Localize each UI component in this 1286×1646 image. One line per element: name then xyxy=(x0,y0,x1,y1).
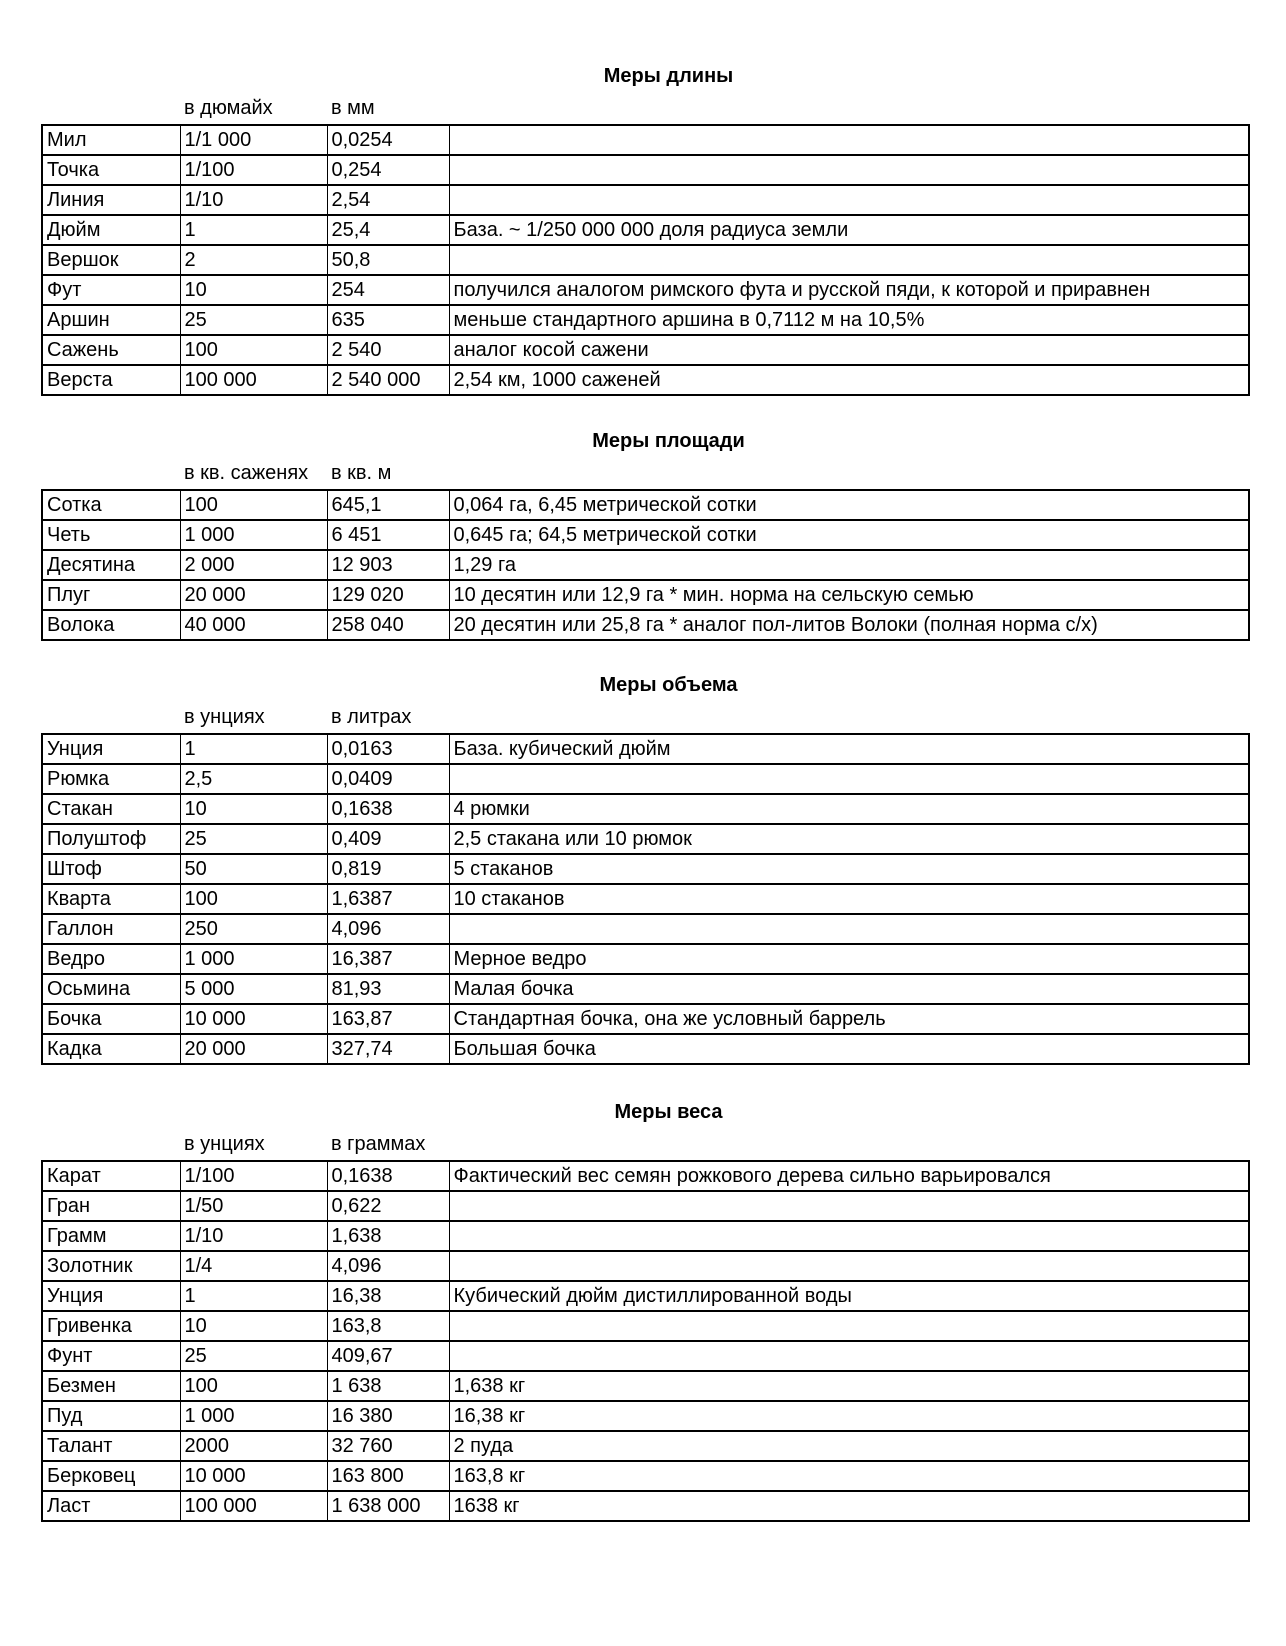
section-title: Меры веса xyxy=(614,1101,723,1123)
base-value-cell: 1/1 000 xyxy=(180,125,327,155)
metric-value-cell: 258 040 xyxy=(327,610,449,640)
note-cell: Мерное ведро xyxy=(449,944,1249,974)
metric-value-cell: 0,0254 xyxy=(327,125,449,155)
note-cell xyxy=(449,764,1249,794)
unit-header-ounces: в унциях xyxy=(184,1133,265,1155)
note-cell xyxy=(449,245,1249,275)
unit-name-cell: Рюмка xyxy=(42,764,180,794)
base-value-cell: 100 000 xyxy=(180,1491,327,1521)
base-value-cell: 1/50 xyxy=(180,1191,327,1221)
base-value-cell: 10 xyxy=(180,1311,327,1341)
base-value-cell: 2,5 xyxy=(180,764,327,794)
table-row xyxy=(42,1191,1249,1221)
table-row xyxy=(42,305,1249,335)
table-row xyxy=(42,580,1249,610)
table-row xyxy=(42,1491,1249,1521)
column-subheaders xyxy=(41,1128,1250,1160)
base-value-cell: 100 xyxy=(180,1371,327,1401)
table-row xyxy=(42,185,1249,215)
base-value-cell: 2000 xyxy=(180,1431,327,1461)
table-row xyxy=(42,914,1249,944)
unit-name-cell: Точка xyxy=(42,155,180,185)
base-value-cell: 1/10 xyxy=(180,1221,327,1251)
note-cell: получился аналогом римского фута и русской пяди, к которой и приравнен xyxy=(449,275,1249,305)
unit-name-cell: Четь xyxy=(42,520,180,550)
unit-name-cell: Пуд xyxy=(42,1401,180,1431)
unit-header-grams: в граммах xyxy=(331,1133,426,1155)
unit-header-sq-sazhen: в кв. саженях xyxy=(184,462,309,484)
unit-header-mm: в мм xyxy=(331,97,375,119)
table-row xyxy=(42,215,1249,245)
note-cell: 2 пуда xyxy=(449,1431,1249,1461)
unit-name-cell: Бочка xyxy=(42,1004,180,1034)
column-subheaders xyxy=(41,701,1250,733)
metric-value-cell: 1 638 xyxy=(327,1371,449,1401)
table-row xyxy=(42,365,1249,395)
table-row xyxy=(42,824,1249,854)
table-row xyxy=(42,884,1249,914)
table-row xyxy=(42,1341,1249,1371)
note-cell xyxy=(449,914,1249,944)
unit-name-cell: Дюйм xyxy=(42,215,180,245)
metric-value-cell: 0,622 xyxy=(327,1191,449,1221)
unit-header-ounces: в унциях xyxy=(184,706,265,728)
note-cell xyxy=(449,1341,1249,1371)
note-cell: меньше стандартного аршина в 0,7112 м на 10,5% xyxy=(449,305,1249,335)
base-value-cell: 100 xyxy=(180,884,327,914)
metric-value-cell: 4,096 xyxy=(327,914,449,944)
unit-name-cell: Аршин xyxy=(42,305,180,335)
unit-name-cell: Гран xyxy=(42,1191,180,1221)
note-cell: 0,645 га; 64,5 метрической сотки xyxy=(449,520,1249,550)
metric-value-cell: 16 380 xyxy=(327,1401,449,1431)
note-cell xyxy=(449,1251,1249,1281)
metric-value-cell: 6 451 xyxy=(327,520,449,550)
unit-name-cell: Талант xyxy=(42,1431,180,1461)
metric-value-cell: 25,4 xyxy=(327,215,449,245)
base-value-cell: 1/100 xyxy=(180,155,327,185)
unit-name-cell: Сотка xyxy=(42,490,180,520)
unit-name-cell: Ласт xyxy=(42,1491,180,1521)
length-table xyxy=(41,124,1250,396)
note-cell: 0,064 га, 6,45 метрической сотки xyxy=(449,490,1249,520)
base-value-cell: 25 xyxy=(180,1341,327,1371)
metric-value-cell: 0,0409 xyxy=(327,764,449,794)
weight-table xyxy=(41,1160,1250,1522)
note-cell: 2,54 км, 1000 саженей xyxy=(449,365,1249,395)
table-row xyxy=(42,1401,1249,1431)
metric-value-cell: 0,819 xyxy=(327,854,449,884)
metric-value-cell: 645,1 xyxy=(327,490,449,520)
table-row xyxy=(42,125,1249,155)
metric-value-cell: 163,87 xyxy=(327,1004,449,1034)
table-row xyxy=(42,854,1249,884)
unit-name-cell: Верста xyxy=(42,365,180,395)
note-cell xyxy=(449,155,1249,185)
unit-name-cell: Кварта xyxy=(42,884,180,914)
unit-name-cell: Унция xyxy=(42,734,180,764)
column-subheaders xyxy=(41,92,1250,124)
table-row xyxy=(42,734,1249,764)
metric-value-cell: 254 xyxy=(327,275,449,305)
unit-name-cell: Мил xyxy=(42,125,180,155)
table-row xyxy=(42,1311,1249,1341)
unit-name-cell: Полуштоф xyxy=(42,824,180,854)
base-value-cell: 1 000 xyxy=(180,1401,327,1431)
base-value-cell: 25 xyxy=(180,305,327,335)
metric-value-cell: 327,74 xyxy=(327,1034,449,1064)
table-row xyxy=(42,1004,1249,1034)
unit-name-cell: Десятина xyxy=(42,550,180,580)
volume-table xyxy=(41,733,1250,1065)
metric-value-cell: 16,387 xyxy=(327,944,449,974)
table-row xyxy=(42,275,1249,305)
table-row xyxy=(42,764,1249,794)
unit-name-cell: Вершок xyxy=(42,245,180,275)
table-row xyxy=(42,245,1249,275)
note-cell xyxy=(449,185,1249,215)
metric-value-cell: 0,409 xyxy=(327,824,449,854)
unit-name-cell: Гривенка xyxy=(42,1311,180,1341)
table-row xyxy=(42,1371,1249,1401)
note-cell: аналог косой сажени xyxy=(449,335,1249,365)
table-row xyxy=(42,1161,1249,1191)
unit-name-cell: Плуг xyxy=(42,580,180,610)
metric-value-cell: 0,1638 xyxy=(327,1161,449,1191)
base-value-cell: 10 000 xyxy=(180,1004,327,1034)
table-row xyxy=(42,155,1249,185)
unit-name-cell: Ведро xyxy=(42,944,180,974)
unit-name-cell: Стакан xyxy=(42,794,180,824)
base-value-cell: 1 xyxy=(180,1281,327,1311)
unit-name-cell: Грамм xyxy=(42,1221,180,1251)
unit-name-cell: Фунт xyxy=(42,1341,180,1371)
metric-value-cell: 0,0163 xyxy=(327,734,449,764)
metric-value-cell: 81,93 xyxy=(327,974,449,1004)
note-cell xyxy=(449,125,1249,155)
unit-name-cell: Линия xyxy=(42,185,180,215)
base-value-cell: 1 000 xyxy=(180,944,327,974)
note-cell: 1638 кг xyxy=(449,1491,1249,1521)
unit-name-cell: Кадка xyxy=(42,1034,180,1064)
table-row xyxy=(42,1281,1249,1311)
base-value-cell: 1 xyxy=(180,734,327,764)
unit-name-cell: Осьмина xyxy=(42,974,180,1004)
note-cell xyxy=(449,1191,1249,1221)
section-area xyxy=(41,425,1250,641)
metric-value-cell: 0,254 xyxy=(327,155,449,185)
metric-value-cell: 32 760 xyxy=(327,1431,449,1461)
unit-name-cell: Унция xyxy=(42,1281,180,1311)
base-value-cell: 50 xyxy=(180,854,327,884)
note-cell: 4 рюмки xyxy=(449,794,1249,824)
unit-name-cell: Карат xyxy=(42,1161,180,1191)
section-title: Меры площади xyxy=(592,430,745,452)
note-cell: 20 десятин или 25,8 га * аналог пол-литов Волоки (полная норма с/х) xyxy=(449,610,1249,640)
note-cell: 1,638 кг xyxy=(449,1371,1249,1401)
metric-value-cell: 635 xyxy=(327,305,449,335)
note-cell: 5 стаканов xyxy=(449,854,1249,884)
base-value-cell: 1 000 xyxy=(180,520,327,550)
metric-value-cell: 1 638 000 xyxy=(327,1491,449,1521)
metric-value-cell: 50,8 xyxy=(327,245,449,275)
table-row xyxy=(42,1221,1249,1251)
base-value-cell: 10 xyxy=(180,794,327,824)
note-cell xyxy=(449,1311,1249,1341)
note-cell xyxy=(449,1221,1249,1251)
note-cell: Стандартная бочка, она же условный баррель xyxy=(449,1004,1249,1034)
metric-value-cell: 129 020 xyxy=(327,580,449,610)
table-row xyxy=(42,610,1249,640)
note-cell: Фактический вес семян рожкового дерева сильно варьировался xyxy=(449,1161,1249,1191)
note-cell: Малая бочка xyxy=(449,974,1249,1004)
note-cell: Большая бочка xyxy=(449,1034,1249,1064)
unit-name-cell: Фут xyxy=(42,275,180,305)
base-value-cell: 25 xyxy=(180,824,327,854)
base-value-cell: 20 000 xyxy=(180,1034,327,1064)
table-row xyxy=(42,1034,1249,1064)
metric-value-cell: 2 540 xyxy=(327,335,449,365)
note-cell: 163,8 кг xyxy=(449,1461,1249,1491)
metric-value-cell: 16,38 xyxy=(327,1281,449,1311)
table-row xyxy=(42,490,1249,520)
metric-value-cell: 163 800 xyxy=(327,1461,449,1491)
note-cell: 2,5 стакана или 10 рюмок xyxy=(449,824,1249,854)
table-row xyxy=(42,1431,1249,1461)
unit-name-cell: Безмен xyxy=(42,1371,180,1401)
metric-value-cell: 4,096 xyxy=(327,1251,449,1281)
unit-name-cell: Золотник xyxy=(42,1251,180,1281)
note-cell: 10 десятин или 12,9 га * мин. норма на сельскую семью xyxy=(449,580,1249,610)
base-value-cell: 100 xyxy=(180,490,327,520)
unit-header-sq-m: в кв. м xyxy=(331,462,392,484)
note-cell: 10 стаканов xyxy=(449,884,1249,914)
table-row xyxy=(42,1461,1249,1491)
table-row xyxy=(42,794,1249,824)
note-cell: Кубический дюйм дистиллированной воды xyxy=(449,1281,1249,1311)
metric-value-cell: 2 540 000 xyxy=(327,365,449,395)
base-value-cell: 10 xyxy=(180,275,327,305)
note-cell: 1,29 га xyxy=(449,550,1249,580)
base-value-cell: 40 000 xyxy=(180,610,327,640)
section-title: Меры длины xyxy=(603,65,734,87)
base-value-cell: 100 000 xyxy=(180,365,327,395)
base-value-cell: 5 000 xyxy=(180,974,327,1004)
metric-value-cell: 0,1638 xyxy=(327,794,449,824)
table-row xyxy=(42,944,1249,974)
unit-name-cell: Сажень xyxy=(42,335,180,365)
column-subheaders xyxy=(41,457,1250,489)
table-row xyxy=(42,335,1249,365)
unit-name-cell: Штоф xyxy=(42,854,180,884)
note-cell: 16,38 кг xyxy=(449,1401,1249,1431)
unit-name-cell: Волока xyxy=(42,610,180,640)
table-row xyxy=(42,1251,1249,1281)
metric-value-cell: 12 903 xyxy=(327,550,449,580)
note-cell: База. ~ 1/250 000 000 доля радиуса земли xyxy=(449,215,1249,245)
base-value-cell: 1 xyxy=(180,215,327,245)
metric-value-cell: 1,638 xyxy=(327,1221,449,1251)
note-cell: База. кубический дюйм xyxy=(449,734,1249,764)
base-value-cell: 20 000 xyxy=(180,580,327,610)
base-value-cell: 1/100 xyxy=(180,1161,327,1191)
section-length xyxy=(41,60,1250,396)
base-value-cell: 250 xyxy=(180,914,327,944)
unit-header-liters: в литрах xyxy=(331,706,412,728)
base-value-cell: 2 xyxy=(180,245,327,275)
metric-value-cell: 2,54 xyxy=(327,185,449,215)
table-row xyxy=(42,520,1249,550)
base-value-cell: 100 xyxy=(180,335,327,365)
metric-value-cell: 409,67 xyxy=(327,1341,449,1371)
section-volume xyxy=(41,669,1250,1065)
section-weight xyxy=(41,1096,1250,1522)
area-table xyxy=(41,489,1250,641)
base-value-cell: 2 000 xyxy=(180,550,327,580)
base-value-cell: 10 000 xyxy=(180,1461,327,1491)
metric-value-cell: 163,8 xyxy=(327,1311,449,1341)
table-row xyxy=(42,550,1249,580)
base-value-cell: 1/10 xyxy=(180,185,327,215)
section-title: Меры объема xyxy=(599,674,738,696)
unit-header-inches: в дюмайх xyxy=(184,97,273,119)
unit-name-cell: Берковец xyxy=(42,1461,180,1491)
unit-name-cell: Галлон xyxy=(42,914,180,944)
table-row xyxy=(42,974,1249,1004)
metric-value-cell: 1,6387 xyxy=(327,884,449,914)
base-value-cell: 1/4 xyxy=(180,1251,327,1281)
